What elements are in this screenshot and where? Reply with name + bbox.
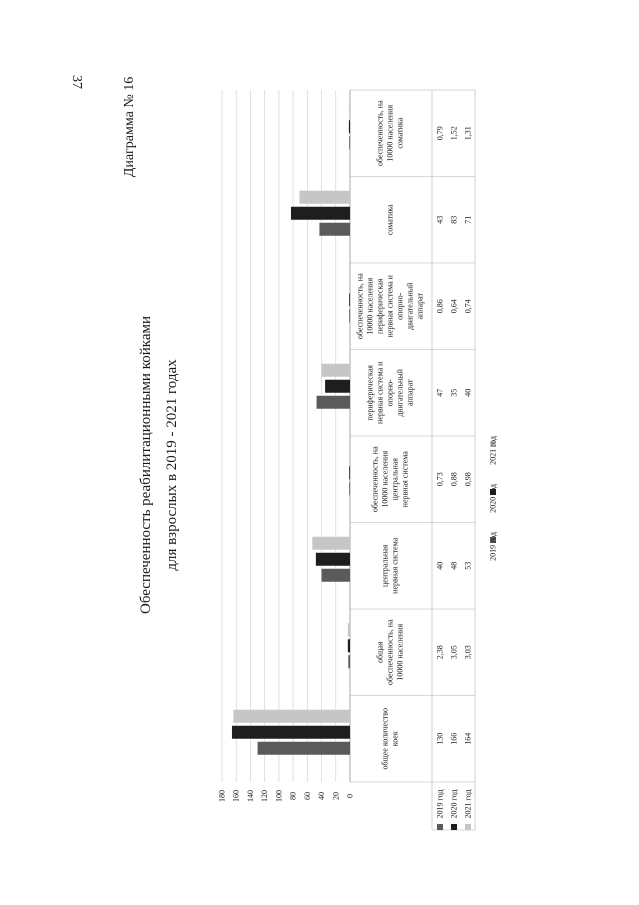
category-label: нервная система и: [375, 361, 385, 424]
bar-2019-3: [349, 482, 350, 495]
bar-2021-5: [349, 277, 350, 290]
data-label: 2,38: [435, 645, 445, 660]
category-label: общая: [375, 641, 385, 663]
bar-2020-2: [316, 553, 350, 566]
data-label: 0,74: [463, 299, 473, 314]
series-row-header: 2020 год: [449, 789, 459, 819]
data-label: 71: [463, 215, 473, 224]
data-label: 0,98: [463, 472, 473, 487]
bar-2021-6: [300, 191, 350, 204]
bar-2019-6: [319, 223, 350, 236]
bar-2019-4: [317, 396, 350, 409]
data-label: 40: [435, 561, 445, 570]
data-label: 164: [463, 732, 473, 745]
data-label: 40: [463, 388, 473, 397]
bar-2021-1: [348, 623, 350, 636]
chart-title-line-2: для взрослых в 2019 - 2021 годах: [164, 359, 180, 571]
category-label: двигательный: [405, 282, 415, 330]
diagram-label: Диаграмма № 16: [122, 76, 137, 178]
bar-2020-5: [349, 293, 350, 306]
category-label: коек: [390, 731, 400, 747]
bar-2021-2: [312, 537, 350, 550]
data-label: 166: [449, 732, 459, 745]
bar-2020-6: [291, 207, 350, 220]
category-label: центральная: [390, 458, 400, 501]
legend-key-2020: [451, 824, 457, 830]
category-label: соматика: [385, 204, 395, 236]
category-label: центральная: [380, 544, 390, 587]
legend-label: 2020 год: [488, 484, 498, 513]
axis-tick-label: 20: [331, 792, 341, 800]
data-label: 43: [435, 215, 445, 224]
data-label: 83: [449, 215, 459, 224]
data-label: 48: [449, 561, 459, 570]
category-label: 10000 населения: [395, 623, 405, 681]
data-label: 0,86: [435, 299, 445, 314]
category-label: соматика: [395, 117, 405, 149]
data-label: 0,64: [449, 299, 459, 314]
bar-2019-7: [349, 136, 350, 149]
series-row-header: 2021 год: [463, 789, 473, 819]
category-label: опорно-: [385, 379, 395, 407]
bar-2019-2: [322, 569, 350, 582]
category-label: периферическая: [365, 365, 375, 421]
category-label: аппарат: [405, 379, 415, 406]
category-label: обеспеченность, на: [355, 273, 365, 340]
category-label: общее количество: [380, 707, 390, 770]
bar-2019-0: [258, 742, 350, 755]
data-label: 0,73: [435, 472, 445, 487]
category-label: аппарат: [415, 293, 425, 320]
axis-tick-label: 80: [288, 792, 298, 800]
category-label: периферическая: [375, 278, 385, 334]
page-number: 37: [69, 75, 84, 89]
axis-tick-label: 40: [317, 792, 327, 800]
legend-label: 2021 год: [488, 436, 498, 465]
category-label: обеспеченность, на: [375, 100, 385, 167]
axis-tick-label: 120: [260, 790, 270, 802]
data-label: 0,79: [435, 126, 445, 141]
axis-tick-label: 180: [217, 790, 227, 802]
axis-tick-label: 140: [245, 790, 255, 802]
series-row-header: 2019 год: [435, 789, 445, 819]
category-label: 10000 населения: [365, 277, 375, 335]
category-label: 10000 населения: [380, 450, 390, 508]
axis-tick-label: 100: [274, 790, 284, 802]
category-label: 10000 населения: [385, 104, 395, 162]
category-label: нервная система: [390, 537, 400, 594]
category-label: нервная система и: [385, 275, 395, 338]
bar-2020-0: [232, 726, 350, 739]
data-label: 53: [463, 561, 473, 570]
bar-2021-0: [233, 710, 350, 723]
axis-tick-label: 160: [231, 790, 241, 802]
data-label: 130: [435, 732, 445, 745]
legend-key-2019: [437, 824, 443, 830]
axis-tick-label: 60: [302, 792, 312, 800]
bar-2021-4: [322, 364, 350, 377]
legend-key-2021: [465, 824, 471, 830]
bar-2019-5: [349, 309, 350, 322]
legend-label: 2019 год: [488, 532, 498, 561]
bar-2020-7: [349, 120, 350, 133]
chart-title-line-1: Обеспеченность реабилитационными койками: [138, 316, 154, 615]
bar-2019-1: [348, 655, 350, 668]
data-label: 3,03: [463, 645, 473, 660]
bar-2020-3: [349, 466, 350, 479]
bar-2021-3: [349, 450, 350, 463]
category-label: обеспеченность, на: [385, 619, 395, 686]
data-label: 3,05: [449, 645, 459, 660]
bar-2021-7: [349, 104, 350, 117]
category-label: опорно-: [395, 292, 405, 320]
category-label: нервная система: [400, 451, 410, 508]
data-label: 35: [449, 388, 459, 397]
data-label: 0,88: [449, 472, 459, 487]
data-label: 1,31: [463, 126, 473, 141]
axis-tick-label: 0: [345, 794, 355, 798]
data-label: 47: [435, 388, 445, 397]
bar-2020-4: [325, 380, 350, 393]
category-label: двигательный: [395, 369, 405, 417]
category-label: обеспеченность, на: [370, 446, 380, 513]
data-label: 1,52: [449, 126, 459, 141]
bar-2020-1: [348, 639, 350, 652]
